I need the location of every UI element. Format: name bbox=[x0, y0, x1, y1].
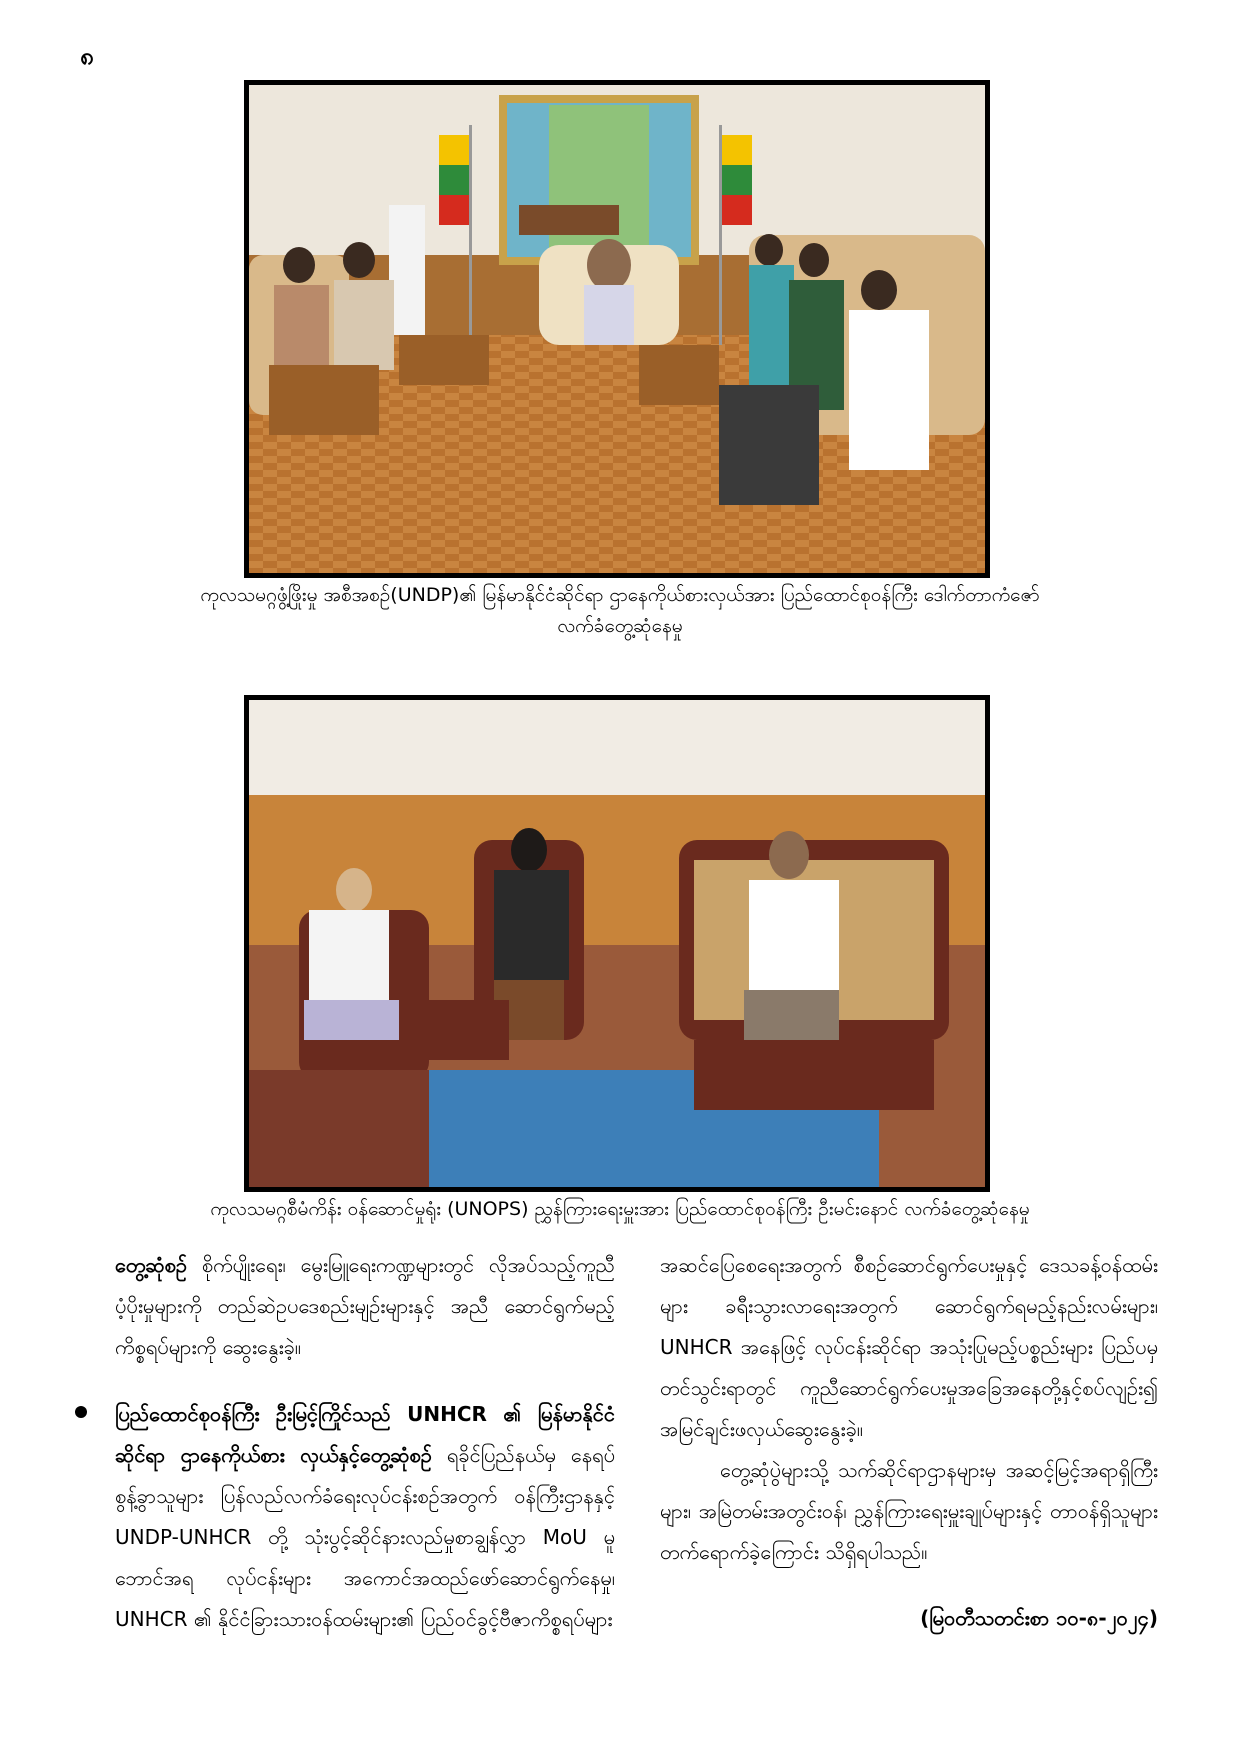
photo-1-caption bbox=[110, 580, 1130, 642]
photo-1-caption-line-1: ကုလသမဂ္ဂဖွံ့ဖြိုးမှု အစီအစဉ်(UNDP)၏ မြန်မာနိုင်ငံဆိုင်ရာ ဌာနေကိုယ်စားလှယ်အား ပြည်ထောင်စုဝန်ကြီး ဒေါက်တာကံဇော် bbox=[200, 584, 1040, 606]
photo-2-caption-line-1: ကုလသမဂ္ဂစီမံကိန်း ဝန်ဆောင်မှုရုံး (UNOPS) ညွှန်ကြားရေးမှူးအား ပြည်ထောင်စုဝန်ကြီး ဦးမင်းနောင် လက်ခံတွေ့ဆုံနေမှု bbox=[210, 1198, 1030, 1220]
bullet-item-lead: ပြည်ထောင်စုဝန်ကြီး ဦးမြင့်ကြိုင်သည် UNHCR ၏ မြန်မာနိုင်ငံဆိုင်ရာ ဌာနေကိုယ်စား လှယ်နှင့်တွေ့ဆုံစဉ် bbox=[115, 1402, 615, 1467]
photo-1-caption-line-2: လက်ခံတွေ့ဆုံနေမှု bbox=[557, 615, 683, 637]
left-paragraph-1-lead: တွေ့ဆုံစဉ် bbox=[115, 1253, 188, 1277]
source-citation: (မြဝတီသတင်းစာ ၁၀-၈-၂၀၂၄) bbox=[920, 1606, 1158, 1630]
meeting-room-image bbox=[249, 700, 985, 1187]
right-paragraph-2: တွေ့ဆုံပွဲများသို့ သက်ဆိုင်ရာဌာနများမှ အဆင့်မြင့်အရာရှိကြီးများ၊ အမြဲတမ်းအတွင်းဝန်၊ ညွှန်ကြားရေးမှူးချုပ်များနှင့် တာဝန်ရှိသူများ တက်ရောက်ခဲ့ကြောင်း သိရှိရပါသည်။ bbox=[660, 1458, 1158, 1564]
left-paragraph-1 bbox=[115, 1245, 615, 1368]
right-column bbox=[660, 1245, 1158, 1573]
left-column bbox=[115, 1245, 615, 1640]
right-paragraph-1: အဆင်ပြေစေရေးအတွက် စီစဉ်ဆောင်ရွက်ပေးမှုနှင့် ဒေသခန့်ဝန်ထမ်းများ ခရီးသွားလာရေးအတွက် ဆောင်ရွက်ရမည့်နည်းလမ်းများ၊ UNHCR အနေဖြင့် လုပ်ငန်းဆိုင်ရာ အသုံးပြုမည့်ပစ္စည်းများ ပြည်ပမှတင်သွင်းရာတွင် ကူညီဆောင်ရွက်ပေးမှုအခြေအနေတို့နှင့်စပ်လျဉ်း၍ အမြင်ချင်းဖလှယ်ဆွေးနွေးခဲ့။ bbox=[660, 1253, 1158, 1441]
photo-2-caption bbox=[110, 1194, 1130, 1225]
left-paragraph-1-text: စိုက်ပျိုးရေး၊ မွေးမြူရေးကဏ္ဍများတွင် လိုအပ်သည့်ကူညီပံ့ပိုးမှုများကို တည်ဆဲဥပဒေစည်းမျဉ်းများနှင့် အညီ ဆောင်ရွက်မည့်ကိစ္စရပ်များကို ဆွေးနွေးခဲ့။ bbox=[115, 1253, 615, 1359]
bullet-icon bbox=[75, 1406, 87, 1418]
meeting-room-image bbox=[249, 85, 985, 573]
bullet-item-text: ရခိုင်ပြည်နယ်မှ နေရပ်စွန့်ခွာသူများ ပြန်လည်လက်ခံရေးလုပ်ငန်းစဉ်အတွက် ဝန်ကြီးဌာနနှင့် UNDP-UNHCR တို့ သုံးပွင့်ဆိုင်နားလည်မှုစာချွန်လွှာ MoU မူဘောင်အရ လုပ်ငန်းများ အကောင်အထည်ဖော်ဆောင်ရွက်နေမှု၊ UNHCR ၏ နိုင်ငံခြားသားဝန်ထမ်းများ၏ ပြည်ဝင်ခွင့်ဗီဇာကိစ္စရပ်များ bbox=[115, 1443, 615, 1631]
bullet-item bbox=[115, 1394, 615, 1640]
page-number: ၈ bbox=[80, 42, 94, 70]
meeting-photo-1 bbox=[244, 80, 990, 578]
meeting-photo-2 bbox=[244, 695, 990, 1192]
